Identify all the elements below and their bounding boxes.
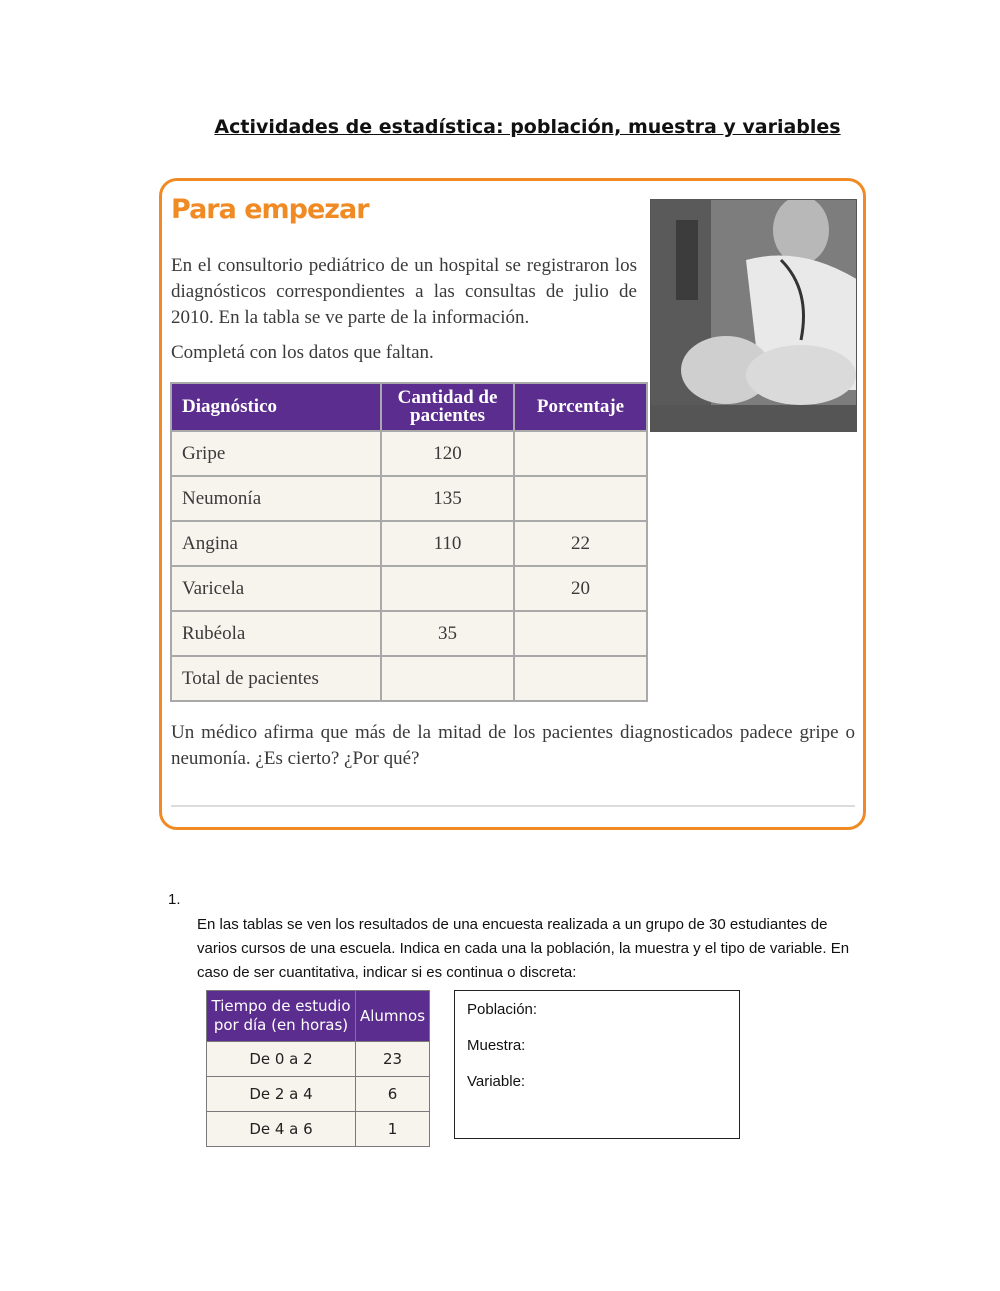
- table-row: [171, 656, 647, 701]
- page-title: Actividades de estadística: población, muestra y variables: [214, 116, 841, 138]
- cell-range: De 2 a 4: [207, 1077, 356, 1112]
- table-row: [171, 431, 647, 476]
- cell-count: 110: [381, 521, 514, 566]
- header-students: Alumnos: [356, 991, 430, 1042]
- cell-students: 23: [356, 1042, 430, 1077]
- photo-illustration: [651, 200, 857, 432]
- answer-box[interactable]: [454, 990, 740, 1139]
- cell-percent: 20: [514, 566, 647, 611]
- cell-percent: [514, 431, 647, 476]
- cell-percent: [514, 476, 647, 521]
- cell-percent: 22: [514, 521, 647, 566]
- cell-percent: [514, 656, 647, 701]
- cell-count: [381, 656, 514, 701]
- cell-diagnosis: Varicela: [171, 566, 381, 611]
- table-row: [207, 1042, 430, 1077]
- table-row: [207, 1112, 430, 1147]
- table-row: [207, 1077, 430, 1112]
- muestra-label: Muestra:: [467, 1037, 526, 1054]
- table-row: [171, 566, 647, 611]
- diagnosis-table: [170, 382, 648, 702]
- divider: [171, 805, 855, 807]
- table-row: [171, 611, 647, 656]
- study-time-table: [206, 990, 430, 1147]
- cell-diagnosis: Neumonía: [171, 476, 381, 521]
- cell-range: De 0 a 2: [207, 1042, 356, 1077]
- exercise-text: En las tablas se ven los resultados de una encuesta realizada a un grupo de 30 estudiantes de varios cursos de una escuela. Indica en cada una la población, la muestra y el tipo de variable. En caso de ser cuantitativa, indicar si es continua o discreta:: [197, 916, 850, 981]
- cell-percent: [514, 611, 647, 656]
- cell-count: 120: [381, 431, 514, 476]
- question-paragraph: Un médico afirma que más de la mitad de los pacientes diagnosticados padece gripe o neumonía. ¿Es cierto? ¿Por qué?: [171, 722, 855, 769]
- header-study-time: Tiempo de estudio por día (en horas): [207, 991, 356, 1042]
- cell-diagnosis: Angina: [171, 521, 381, 566]
- header-cantidad: Cantidad de pacientes: [381, 383, 514, 431]
- table-header-row: [171, 383, 647, 431]
- cell-diagnosis: Gripe: [171, 431, 381, 476]
- cell-diagnosis: Total de pacientes: [171, 656, 381, 701]
- doctor-examining-baby-photo: [650, 199, 857, 432]
- exercise-number: 1.: [168, 891, 181, 908]
- table-header-row: [207, 991, 430, 1042]
- cell-count: 135: [381, 476, 514, 521]
- section-heading: Para empezar: [171, 194, 369, 225]
- cell-students: 6: [356, 1077, 430, 1112]
- cell-range: De 4 a 6: [207, 1112, 356, 1147]
- header-porcentaje: Porcentaje: [514, 383, 647, 431]
- instruction-text: Completá con los datos que faltan.: [171, 342, 434, 363]
- variable-label: Variable:: [467, 1073, 526, 1090]
- cell-count: 35: [381, 611, 514, 656]
- intro-paragraph: En el consultorio pediátrico de un hospital se registraron los diagnósticos correspondientes a las consultas de julio de 2010. En la tabla se ve parte de la información.: [171, 255, 637, 328]
- poblacion-label: Población:: [467, 1001, 538, 1018]
- cell-diagnosis: Rubéola: [171, 611, 381, 656]
- header-diagnostico: Diagnóstico: [171, 383, 381, 431]
- cell-students: 1: [356, 1112, 430, 1147]
- table-row: [171, 521, 647, 566]
- cell-count: [381, 566, 514, 611]
- table-row: [171, 476, 647, 521]
